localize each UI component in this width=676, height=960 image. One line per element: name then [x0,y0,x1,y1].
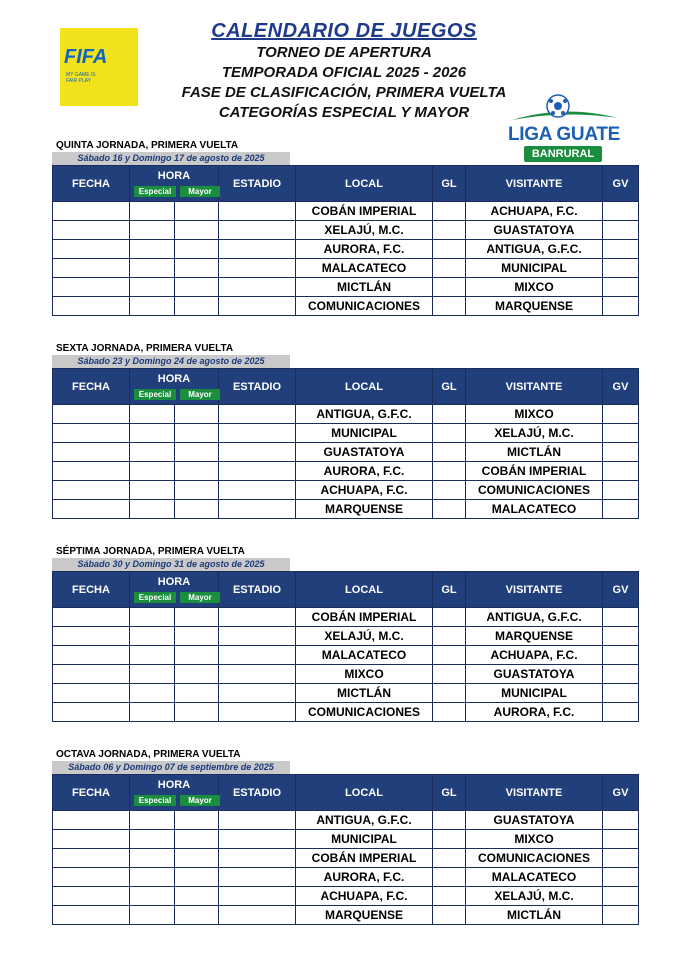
visitante-team: MALACATECO [466,500,603,519]
table-header-row [53,166,639,202]
phase-line: FASE DE CLASIFICACIÓN, PRIMERA VUELTA [181,84,507,101]
local-team: MALACATECO [296,646,433,665]
especial-label: Especial [134,389,176,400]
gv-cell [603,627,639,646]
col-local: LOCAL [296,775,433,811]
visitante-team: ANTIGUA, G.F.C. [466,240,603,259]
visitante-team: ACHUAPA, F.C. [466,646,603,665]
visitante-team: GUASTATOYA [466,811,603,830]
local-team: ANTIGUA, G.F.C. [296,405,433,424]
col-hora [130,166,219,202]
gv-cell [603,906,639,925]
hora-label: HORA [157,373,191,385]
hora-mayor-cell [175,202,219,221]
local-team: MICTLÁN [296,684,433,703]
gv-cell [603,443,639,462]
table-row [53,608,639,627]
gv-cell [603,887,639,906]
estadio-cell [219,424,296,443]
hora-especial-cell [130,278,175,297]
jornada-title: OCTAVA JORNADA, PRIMERA VUELTA [56,749,241,760]
gl-cell [433,703,466,722]
hora-label: HORA [157,576,191,588]
visitante-team: XELAJÚ, M.C. [466,887,603,906]
col-estadio: ESTADIO [219,369,296,405]
jornada-date: Sábado 23 y Domingo 24 de agosto de 2025 [52,355,290,368]
fecha-cell [53,646,130,665]
visitante-team: MUNICIPAL [466,684,603,703]
table-row [53,405,639,424]
hora-mayor-cell [175,887,219,906]
hora-mayor-cell [175,849,219,868]
col-fecha: FECHA [53,369,130,405]
jornada-section [52,140,638,316]
col-estadio: ESTADIO [219,775,296,811]
hora-mayor-cell [175,424,219,443]
hora-especial-cell [130,627,175,646]
fecha-cell [53,906,130,925]
hora-mayor-cell [175,240,219,259]
table-row [53,278,639,297]
fecha-cell [53,608,130,627]
estadio-cell [219,297,296,316]
hora-mayor-cell [175,500,219,519]
fecha-cell [53,462,130,481]
table-row [53,627,639,646]
hora-especial-cell [130,665,175,684]
schedule-table [52,571,639,722]
col-local: LOCAL [296,572,433,608]
estadio-cell [219,811,296,830]
gl-cell [433,481,466,500]
liga-name: LIGA GUATE [507,124,621,145]
gv-cell [603,424,639,443]
gv-cell [603,462,639,481]
table-row [53,240,639,259]
hora-especial-cell [130,868,175,887]
fecha-cell [53,278,130,297]
gl-cell [433,405,466,424]
hora-mayor-cell [175,868,219,887]
estadio-cell [219,443,296,462]
hora-especial-cell [130,703,175,722]
fecha-cell [53,221,130,240]
local-team: COMUNICACIONES [296,703,433,722]
estadio-cell [219,405,296,424]
hora-especial-cell [130,240,175,259]
gl-cell [433,297,466,316]
local-team: MARQUENSE [296,500,433,519]
jornada-section [52,749,638,925]
table-row [53,868,639,887]
gv-cell [603,703,639,722]
gl-cell [433,646,466,665]
hora-label: HORA [157,170,191,182]
hora-especial-cell [130,500,175,519]
especial-label: Especial [134,795,176,806]
col-gv: GV [603,166,639,202]
visitante-team: MIXCO [466,405,603,424]
fifa-logo-text: FIFA [64,46,108,68]
col-estadio: ESTADIO [219,166,296,202]
col-gl: GL [433,572,466,608]
visitante-team: GUASTATOYA [466,221,603,240]
fecha-cell [53,849,130,868]
fecha-cell [53,240,130,259]
visitante-team: MARQUENSE [466,297,603,316]
gv-cell [603,811,639,830]
visitante-team: MIXCO [466,830,603,849]
table-header-row [53,775,639,811]
hora-mayor-cell [175,906,219,925]
fecha-cell [53,405,130,424]
fecha-cell [53,703,130,722]
fifa-logo [60,28,138,106]
hora-mayor-cell [175,443,219,462]
hora-especial-cell [130,849,175,868]
gv-cell [603,646,639,665]
hora-mayor-cell [175,278,219,297]
local-team: ANTIGUA, G.F.C. [296,811,433,830]
season-line: TEMPORADA OFICIAL 2025 - 2026 [221,64,467,81]
table-row [53,297,639,316]
gl-cell [433,278,466,297]
gv-cell [603,665,639,684]
col-hora [130,572,219,608]
tournament-line: TORNEO DE APERTURA [256,44,432,61]
table-row [53,646,639,665]
hora-mayor-cell [175,646,219,665]
hora-especial-cell [130,811,175,830]
local-team: AURORA, F.C. [296,868,433,887]
gv-cell [603,868,639,887]
hora-mayor-cell [175,665,219,684]
fecha-cell [53,202,130,221]
hora-especial-cell [130,297,175,316]
jornada-section [52,343,638,519]
visitante-team: ANTIGUA, G.F.C. [466,608,603,627]
hora-mayor-cell [175,481,219,500]
col-gv: GV [603,369,639,405]
estadio-cell [219,684,296,703]
local-team: AURORA, F.C. [296,462,433,481]
col-gl: GL [433,775,466,811]
fecha-cell [53,424,130,443]
local-team: COMUNICACIONES [296,297,433,316]
fecha-cell [53,665,130,684]
col-estadio: ESTADIO [219,572,296,608]
gl-cell [433,240,466,259]
gl-cell [433,887,466,906]
jornada-date: Sábado 06 y Domingo 07 de septiembre de 2025 [52,761,290,774]
col-gl: GL [433,369,466,405]
estadio-cell [219,906,296,925]
fifa-logo-tagline: MY GAME IS FAIR PLAY [66,72,96,84]
estadio-cell [219,887,296,906]
estadio-cell [219,703,296,722]
hora-especial-cell [130,462,175,481]
hora-especial-cell [130,221,175,240]
gl-cell [433,684,466,703]
local-team: MALACATECO [296,259,433,278]
gv-cell [603,221,639,240]
sponsor-badge: BANRURAL [524,146,602,162]
estadio-cell [219,221,296,240]
gv-cell [603,481,639,500]
gl-cell [433,462,466,481]
estadio-cell [219,202,296,221]
jornada-title: QUINTA JORNADA, PRIMERA VUELTA [56,140,239,151]
hora-mayor-cell [175,830,219,849]
fecha-cell [53,297,130,316]
table-row [53,703,639,722]
gv-cell [603,240,639,259]
gv-cell [603,278,639,297]
col-hora [130,369,219,405]
jornada-date: Sábado 16 y Domingo 17 de agosto de 2025 [52,152,290,165]
table-row [53,665,639,684]
gl-cell [433,259,466,278]
hora-especial-cell [130,202,175,221]
hora-mayor-cell [175,221,219,240]
visitante-team: MARQUENSE [466,627,603,646]
hora-especial-cell [130,259,175,278]
table-row [53,811,639,830]
hora-especial-cell [130,906,175,925]
col-local: LOCAL [296,369,433,405]
schedule-table [52,368,639,519]
hora-label: HORA [157,779,191,791]
local-team: XELAJÚ, M.C. [296,221,433,240]
hora-mayor-cell [175,627,219,646]
page-title: CALENDARIO DE JUEGOS [211,20,477,42]
local-team: ACHUAPA, F.C. [296,481,433,500]
especial-label: Especial [134,592,176,603]
visitante-team: MIXCO [466,278,603,297]
estadio-cell [219,665,296,684]
fecha-cell [53,259,130,278]
hora-especial-cell [130,887,175,906]
col-fecha: FECHA [53,775,130,811]
hora-mayor-cell [175,811,219,830]
local-team: XELAJÚ, M.C. [296,627,433,646]
visitante-team: MICTLÁN [466,443,603,462]
visitante-team: MICTLÁN [466,906,603,925]
local-team: MICTLÁN [296,278,433,297]
hora-mayor-cell [175,703,219,722]
estadio-cell [219,868,296,887]
mayor-label: Mayor [180,795,220,806]
col-gv: GV [603,572,639,608]
gl-cell [433,665,466,684]
visitante-team: COBÁN IMPERIAL [466,462,603,481]
estadio-cell [219,500,296,519]
table-header-row [53,369,639,405]
col-visitante: VISITANTE [466,369,603,405]
visitante-team: COMUNICACIONES [466,481,603,500]
col-fecha: FECHA [53,166,130,202]
local-team: AURORA, F.C. [296,240,433,259]
hora-especial-cell [130,424,175,443]
gl-cell [433,202,466,221]
table-row [53,481,639,500]
gv-cell [603,500,639,519]
hora-especial-cell [130,830,175,849]
jornada-date: Sábado 30 y Domingo 31 de agosto de 2025 [52,558,290,571]
gv-cell [603,297,639,316]
especial-label: Especial [134,186,176,197]
gv-cell [603,608,639,627]
jornada-title: SÉPTIMA JORNADA, PRIMERA VUELTA [56,546,245,557]
fecha-cell [53,443,130,462]
visitante-team: GUASTATOYA [466,665,603,684]
estadio-cell [219,278,296,297]
col-visitante: VISITANTE [466,775,603,811]
gl-cell [433,849,466,868]
table-row [53,830,639,849]
gv-cell [603,405,639,424]
table-row [53,462,639,481]
table-header-row [53,572,639,608]
estadio-cell [219,608,296,627]
schedule-table [52,774,639,925]
hora-especial-cell [130,608,175,627]
fecha-cell [53,627,130,646]
fecha-cell [53,811,130,830]
estadio-cell [219,481,296,500]
gv-cell [603,830,639,849]
gl-cell [433,906,466,925]
gl-cell [433,424,466,443]
estadio-cell [219,627,296,646]
jornada-section [52,546,638,722]
soccer-ball-icon [546,94,570,118]
table-row [53,684,639,703]
table-row [53,906,639,925]
table-row [53,443,639,462]
fecha-cell [53,500,130,519]
local-team: COBÁN IMPERIAL [296,608,433,627]
local-team: COBÁN IMPERIAL [296,202,433,221]
hora-mayor-cell [175,259,219,278]
col-gv: GV [603,775,639,811]
hora-especial-cell [130,646,175,665]
local-team: GUASTATOYA [296,443,433,462]
table-row [53,500,639,519]
hora-especial-cell [130,481,175,500]
fecha-cell [53,684,130,703]
jornada-title: SEXTA JORNADA, PRIMERA VUELTA [56,343,234,354]
gl-cell [433,830,466,849]
local-team: COBÁN IMPERIAL [296,849,433,868]
mayor-label: Mayor [180,592,220,603]
col-hora [130,775,219,811]
fecha-cell [53,481,130,500]
estadio-cell [219,462,296,481]
estadio-cell [219,830,296,849]
local-team: MARQUENSE [296,906,433,925]
col-local: LOCAL [296,166,433,202]
gl-cell [433,443,466,462]
local-team: MIXCO [296,665,433,684]
gv-cell [603,684,639,703]
gl-cell [433,608,466,627]
categories-line: CATEGORÍAS ESPECIAL Y MAYOR [218,104,470,121]
table-row [53,424,639,443]
col-fecha: FECHA [53,572,130,608]
table-row [53,259,639,278]
visitante-team: COMUNICACIONES [466,849,603,868]
gl-cell [433,221,466,240]
table-row [53,221,639,240]
fecha-cell [53,830,130,849]
gl-cell [433,811,466,830]
gl-cell [433,868,466,887]
estadio-cell [219,849,296,868]
hora-mayor-cell [175,684,219,703]
hora-mayor-cell [175,608,219,627]
estadio-cell [219,259,296,278]
estadio-cell [219,646,296,665]
local-team: MUNICIPAL [296,830,433,849]
hora-mayor-cell [175,462,219,481]
mayor-label: Mayor [180,186,220,197]
gv-cell [603,202,639,221]
fecha-cell [53,868,130,887]
table-row [53,849,639,868]
mayor-label: Mayor [180,389,220,400]
visitante-team: MALACATECO [466,868,603,887]
hora-mayor-cell [175,297,219,316]
visitante-team: ACHUAPA, F.C. [466,202,603,221]
table-row [53,887,639,906]
gv-cell [603,259,639,278]
visitante-team: MUNICIPAL [466,259,603,278]
gl-cell [433,627,466,646]
schedule-table [52,165,639,316]
local-team: ACHUAPA, F.C. [296,887,433,906]
local-team: MUNICIPAL [296,424,433,443]
estadio-cell [219,240,296,259]
hora-especial-cell [130,684,175,703]
col-gl: GL [433,166,466,202]
gl-cell [433,500,466,519]
visitante-team: AURORA, F.C. [466,703,603,722]
hora-mayor-cell [175,405,219,424]
col-visitante: VISITANTE [466,572,603,608]
col-visitante: VISITANTE [466,166,603,202]
visitante-team: XELAJÚ, M.C. [466,424,603,443]
hora-especial-cell [130,443,175,462]
fecha-cell [53,887,130,906]
hora-especial-cell [130,405,175,424]
gv-cell [603,849,639,868]
table-row [53,202,639,221]
